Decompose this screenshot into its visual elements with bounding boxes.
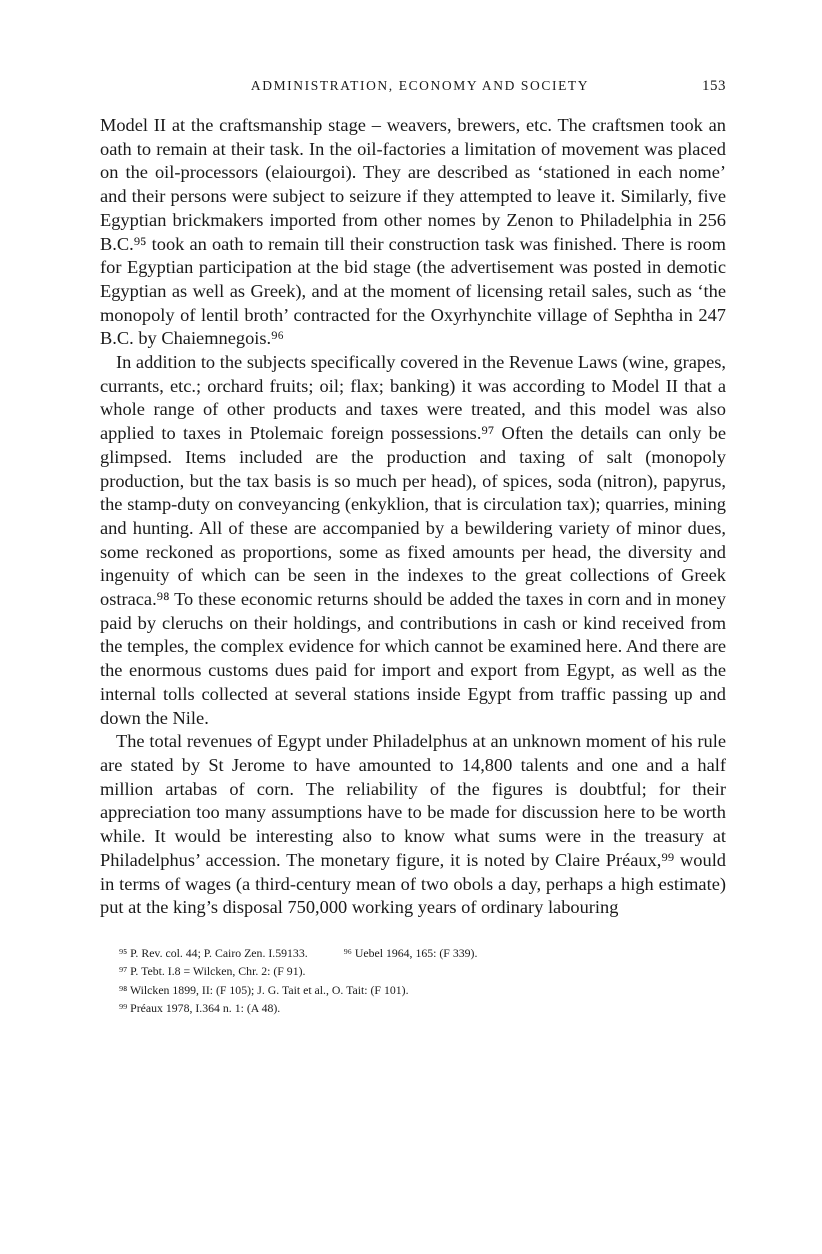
footnote-row: [119, 981, 726, 1000]
footnote-98: ⁹⁸ Wilcken 1899, II: (F 105); J. G. Tait et al., O. Tait: (F 101).: [119, 982, 409, 997]
main-text: [100, 114, 726, 920]
paragraph-2: In addition to the subjects specifically covered in the Revenue Laws (wine, grapes, currants, etc.; orchard fruits; oil; flax; banking) it was according to Model II that a whole range of other products and taxes were treated, and this model was also applied to taxes in Ptolemaic foreign possessions.⁹⁷ Often the details can only be glimpsed. Items included are the production and taxing of salt (monopoly production, but the tax basis is so much per head), of spices, soda (nitron), papyrus, the stamp-duty on conveyancing (enkyklion, that is circulation tax); quarries, mining and hunting. All of these are accompanied by a bewildering variety of minor dues, some reckoned as proportions, some as fixed amounts per head, the diversity and ingenuity of which can be seen in the indexes to the great collections of Greek ostraca.⁹⁸ To these economic returns should be added the taxes in corn and in money paid by cleruchs on their holdings, and contributions in cash or kind received from the temples, the complex evidence for which cannot be examined here. And there are the enormous customs dues paid for import and export from Egypt, as well as the internal tolls collected at several stations inside Egypt from traffic passing up and down the Nile.: [100, 352, 726, 728]
footnote-95: ⁹⁵ P. Rev. col. 44; P. Cairo Zen. I.59133.: [119, 945, 308, 960]
page-number: 153: [702, 78, 726, 94]
running-title: ADMINISTRATION, ECONOMY AND SOCIETY: [250, 78, 590, 93]
footnote-row: [119, 999, 726, 1018]
paragraph-3: The total revenues of Egypt under Philadelphus at an unknown moment of his rule are stated by St Jerome to have amounted to 14,800 talents and one and a half million artabas of corn. The reliability of the figures is doubtful; for their appreciation too many assumptions have to be made for discussion here to be worth while. It would be interesting also to know what sums were in the treasury at Philadelphus’ accession. The monetary figure, it is noted by Claire Préaux,⁹⁹ would in terms of wages (a third-century mean of two obols a day, perhaps a high estimate) put at the king’s disposal 750,000 working years of ordinary labouring: [100, 731, 726, 918]
footnote-97: ⁹⁷ P. Tebt. I.8 = Wilcken, Chr. 2: (F 91).: [119, 964, 306, 979]
book-page: [100, 78, 726, 1018]
footnote-96: ⁹⁶ Uebel 1964, 165: (F 339).: [343, 945, 478, 960]
footnote-row: [119, 962, 726, 981]
footnote-99: ⁹⁹ Préaux 1978, I.364 n. 1: (A 48).: [119, 1001, 281, 1016]
footnote-row: [119, 944, 726, 963]
footnotes: [100, 944, 726, 1018]
running-head: [100, 78, 726, 100]
paragraph-1: Model II at the craftsmanship stage – weavers, brewers, etc. The craftsmen took an oath to remain at their task. In the oil-factories a limitation of movement was placed on the oil-processors (elaiourgoi). They are described as ‘stationed in each nome’ and their persons were subject to seizure if they attempted to leave it. Similarly, five Egyptian brickmakers imported from other nomes by Zenon to Philadelphia in 256 B.C.⁹⁵ took an oath to remain till their construction task was finished. There is room for Egyptian participation at the bid stage (the advertisement was posted in demotic Egyptian as well as Greek), and at the moment of licensing retail sales, such as ‘the monopoly of lentil broth’ contracted for the Oxyrhynchite village of Sephtha in 247 B.C. by Chaiemnegois.⁹⁶: [100, 115, 726, 349]
